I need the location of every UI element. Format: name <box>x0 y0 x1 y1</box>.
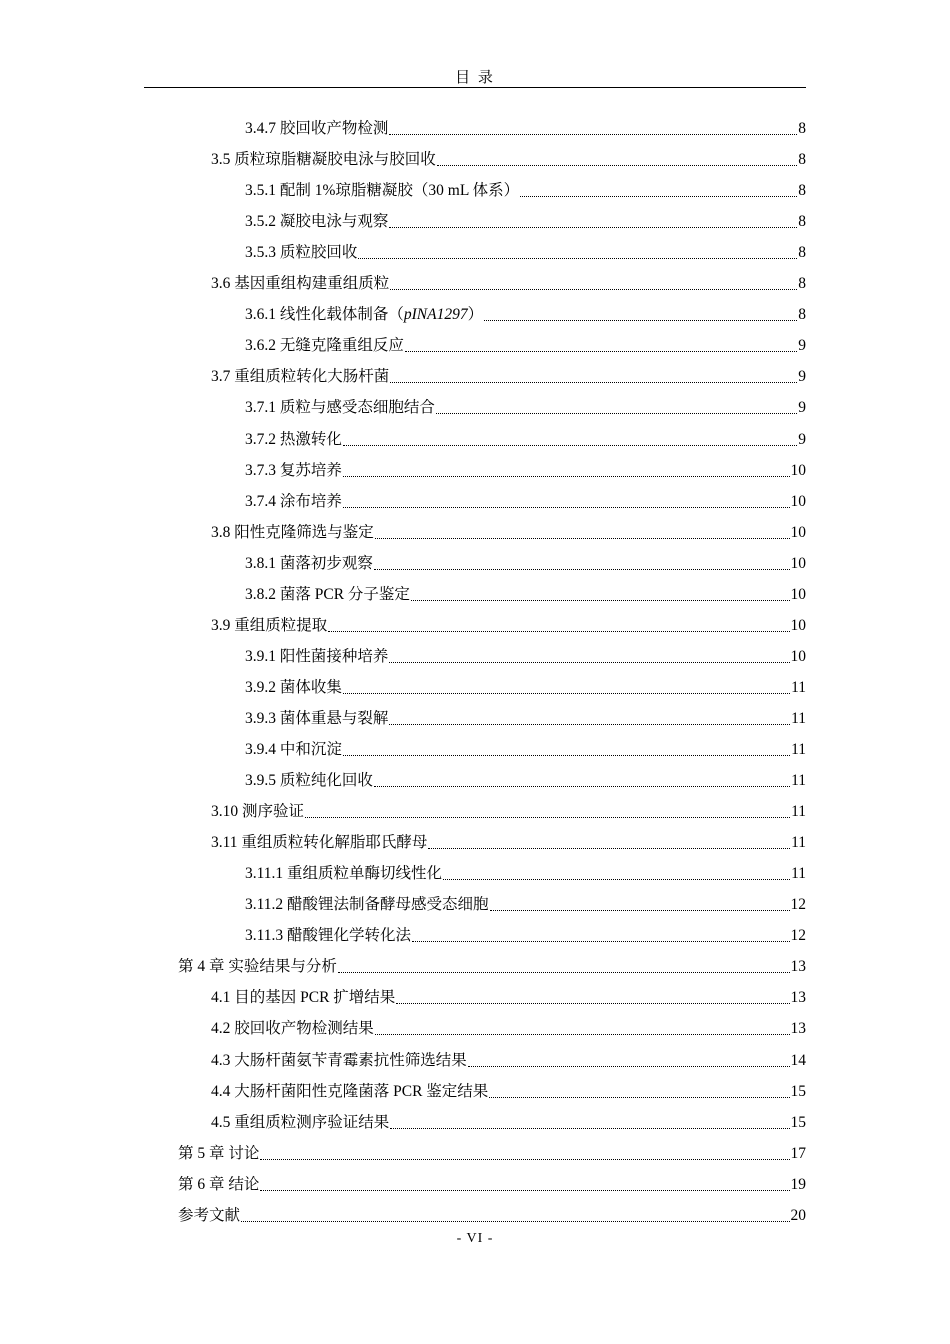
toc-entry[interactable] <box>211 1076 806 1102</box>
toc-entry[interactable] <box>245 330 806 356</box>
toc-entry-label-italic: pINA1297 <box>403 306 468 324</box>
toc-entry[interactable] <box>178 1138 806 1164</box>
toc-entry-label: 3.6 基因重组构建重组质粒 <box>211 275 390 293</box>
toc-entry-page-number: 10 <box>790 616 806 634</box>
toc-dot-leader <box>443 879 790 880</box>
toc-entry-label: 3.9 重组质粒提取 <box>211 616 328 634</box>
toc-dot-leader <box>260 1190 789 1191</box>
toc-entry[interactable] <box>211 268 806 294</box>
toc-entry-page-number: 10 <box>790 461 806 479</box>
toc-entry-page-number: 11 <box>791 772 806 790</box>
toc-entry-label: 3.11.2 醋酸锂法制备酵母感受态细胞 <box>245 896 489 914</box>
toc-entry-page-number: 9 <box>798 430 806 448</box>
toc-entry-page-number: 13 <box>790 989 806 1007</box>
toc-entry-label: 3.5.1 配制 1%琼脂糖凝胶（30 mL 体系） <box>245 182 520 200</box>
toc-entry-page-number: 20 <box>790 1206 806 1224</box>
toc-entry[interactable] <box>178 951 806 977</box>
toc-dot-leader <box>405 351 797 352</box>
toc-dot-leader <box>343 507 790 508</box>
toc-entry-label: 3.7.3 复苏培养 <box>245 461 342 479</box>
toc-dot-leader <box>396 1003 789 1004</box>
toc-entry[interactable] <box>245 486 806 512</box>
toc-entry-label: 4.4 大肠杆菌阳性克隆菌落 PCR 鉴定结果 <box>211 1082 489 1100</box>
toc-entry[interactable] <box>245 765 806 791</box>
toc-entry[interactable] <box>245 455 806 481</box>
toc-dot-leader <box>436 413 797 414</box>
toc-dot-leader <box>484 320 797 321</box>
toc-entry-page-number: 11 <box>791 709 806 727</box>
toc-entry-page-number: 11 <box>791 834 806 852</box>
toc-entry[interactable] <box>245 672 806 698</box>
toc-dot-leader <box>305 817 790 818</box>
toc-entry[interactable] <box>211 982 806 1008</box>
toc-entry-label: 3.4.7 胶回收产物检测 <box>245 120 389 137</box>
toc-entry-page-number: 8 <box>798 182 806 200</box>
toc-entry[interactable] <box>211 361 806 387</box>
toc-entry[interactable] <box>245 392 806 418</box>
toc-entry-page-number: 11 <box>791 803 806 821</box>
toc-dot-leader <box>389 227 797 228</box>
toc-entry-label: 第 6 章 结论 <box>178 1175 260 1193</box>
toc-entry-page-number: 8 <box>798 306 806 324</box>
toc-entry-page-number: 17 <box>790 1144 806 1162</box>
toc-entry-page-number: 10 <box>790 585 806 603</box>
toc-dot-leader <box>389 724 790 725</box>
page-header-title: 目 录 <box>455 70 495 86</box>
toc-entry[interactable] <box>245 703 806 729</box>
toc-entry-label: 3.11.3 醋酸锂化学转化法 <box>245 927 412 945</box>
toc-dot-leader <box>428 848 790 849</box>
toc-entry[interactable] <box>245 641 806 667</box>
toc-entry[interactable] <box>211 1107 806 1133</box>
toc-dot-leader <box>520 196 797 197</box>
toc-dot-leader <box>375 1034 790 1035</box>
toc-entry-label: 3.11 重组质粒转化解脂耶氏酵母 <box>211 834 428 852</box>
toc-entry-label: 3.7.1 质粒与感受态细胞结合 <box>245 399 435 417</box>
toc-dot-leader <box>374 786 790 787</box>
toc-entry-page-number: 11 <box>791 678 806 696</box>
toc-entry-label: 3.10 测序验证 <box>211 803 305 821</box>
toc-dot-leader <box>390 289 797 290</box>
toc-dot-leader <box>389 662 789 663</box>
toc-entry[interactable] <box>245 579 806 605</box>
toc-entry-label-prefix: 3.6.1 线性化载体制备（ <box>245 306 404 324</box>
toc-entry[interactable] <box>245 424 806 450</box>
toc-dot-leader <box>328 631 789 632</box>
toc-dot-leader <box>389 134 797 135</box>
toc-entry[interactable] <box>245 237 806 263</box>
toc-entry-page-number: 12 <box>790 896 806 914</box>
toc-dot-leader <box>489 1097 789 1098</box>
toc-entry-page-number: 10 <box>790 647 806 665</box>
toc-entry-page-number: 14 <box>790 1051 806 1069</box>
toc-entry-page-number: 8 <box>798 275 806 293</box>
toc-entry-page-number: 12 <box>790 927 806 945</box>
header-rule <box>144 87 806 88</box>
toc-entry-page-number: 8 <box>798 213 806 231</box>
toc-entry-page-number: 8 <box>798 120 806 137</box>
toc-entry[interactable] <box>178 1200 806 1226</box>
toc-entry[interactable] <box>245 734 806 760</box>
toc-entry[interactable] <box>178 1169 806 1195</box>
toc-entry-label: 3.5.2 凝胶电泳与观察 <box>245 213 389 231</box>
toc-entry-label: 3.7.2 热激转化 <box>245 430 342 448</box>
toc-entry-label: 4.2 胶回收产物检测结果 <box>211 1020 374 1038</box>
toc-entry-label: 3.5 质粒琼脂糖凝胶电泳与胶回收 <box>211 151 436 169</box>
toc-dot-leader <box>468 1066 790 1067</box>
toc-entry[interactable] <box>245 113 806 139</box>
toc-entry-label: 3.5.3 质粒胶回收 <box>245 244 358 262</box>
toc-entry-label: 第 5 章 讨论 <box>178 1144 260 1162</box>
toc-dot-leader <box>260 1159 789 1160</box>
toc-entry[interactable] <box>245 299 806 325</box>
toc-dot-leader <box>412 941 789 942</box>
toc-entry-page-number: 9 <box>798 337 806 355</box>
toc-entry-page-number: 13 <box>790 1020 806 1038</box>
toc-entry-label: 3.9.4 中和沉淀 <box>245 741 342 758</box>
toc-entry-page-number: 10 <box>790 492 806 510</box>
toc-entry[interactable] <box>245 175 806 201</box>
toc-dot-leader <box>437 165 797 166</box>
toc-entry-page-number: 11 <box>791 741 806 758</box>
toc-dot-leader <box>375 538 790 539</box>
toc-dot-leader <box>374 569 790 570</box>
toc-dot-leader <box>390 382 797 383</box>
toc-entry[interactable] <box>245 920 806 946</box>
toc-entry-page-number: 8 <box>798 151 806 169</box>
toc-entry-label: 3.7.4 涂布培养 <box>245 492 342 510</box>
toc-entry[interactable] <box>211 827 806 853</box>
toc-entry-page-number: 15 <box>790 1113 806 1131</box>
toc-entry-label: 3.8 阳性克隆筛选与鉴定 <box>211 523 374 541</box>
toc-entry-label: 3.9.5 质粒纯化回收 <box>245 772 373 790</box>
toc-dot-leader <box>343 476 790 477</box>
toc-entry-page-number: 15 <box>790 1082 806 1100</box>
toc-entry[interactable] <box>245 548 806 574</box>
toc-entry-label: 4.1 目的基因 PCR 扩增结果 <box>211 989 396 1007</box>
toc-entry-page-number: 19 <box>790 1175 806 1193</box>
toc-dot-leader <box>343 445 797 446</box>
toc-dot-leader <box>241 1221 789 1222</box>
toc-dot-leader <box>358 258 797 259</box>
toc-entry[interactable] <box>211 517 806 543</box>
toc-entry-label: 4.3 大肠杆菌氨苄青霉素抗性筛选结果 <box>211 1051 467 1069</box>
toc-dot-leader <box>390 1128 789 1129</box>
toc-entry[interactable] <box>211 1013 806 1039</box>
toc-entry[interactable] <box>211 610 806 636</box>
toc-dot-leader <box>343 693 790 694</box>
toc-entry-label: 3.9.3 菌体重悬与裂解 <box>245 709 389 727</box>
toc-entry-page-number: 11 <box>791 865 806 883</box>
toc-entry[interactable] <box>245 858 806 884</box>
toc-entry-label: 4.5 重组质粒测序验证结果 <box>211 1113 390 1131</box>
toc-entry[interactable] <box>211 1045 806 1071</box>
toc-entry[interactable] <box>245 889 806 915</box>
toc-dot-leader <box>343 755 790 756</box>
toc-entry-label: 参考文献 <box>178 1206 241 1224</box>
toc-entry-label: 3.9.1 阳性菌接种培养 <box>245 647 389 665</box>
toc-entry-label: 3.11.1 重组质粒单酶切线性化 <box>245 865 443 883</box>
toc-entry-label: 3.9.2 菌体收集 <box>245 678 342 696</box>
toc-dot-leader <box>490 910 790 911</box>
toc-entry-page-number: 9 <box>798 399 806 417</box>
toc-entry-page-number: 13 <box>790 958 806 976</box>
toc-entry-label: 第 4 章 实验结果与分析 <box>178 958 337 976</box>
toc-entry-label-suffix: ） <box>467 306 484 324</box>
page-number: - VI - <box>456 1231 494 1246</box>
toc-entry-label <box>245 305 483 325</box>
toc-entry-label: 3.8.1 菌落初步观察 <box>245 554 373 572</box>
toc-entry[interactable] <box>245 206 806 232</box>
toc-entry-page-number: 8 <box>798 244 806 262</box>
toc-entry-page-number: 10 <box>790 523 806 541</box>
toc-entry-label: 3.8.2 菌落 PCR 分子鉴定 <box>245 585 410 603</box>
toc-entry[interactable] <box>211 796 806 822</box>
toc-entry[interactable] <box>211 144 806 170</box>
toc-entry-page-number: 10 <box>790 554 806 572</box>
toc-dot-leader <box>411 600 790 601</box>
toc-entry-page-number: 9 <box>798 368 806 386</box>
toc-entry-label: 3.6.2 无缝克隆重组反应 <box>245 337 404 355</box>
toc-dot-leader <box>338 972 790 973</box>
toc-entry-label: 3.7 重组质粒转化大肠杆菌 <box>211 368 390 386</box>
